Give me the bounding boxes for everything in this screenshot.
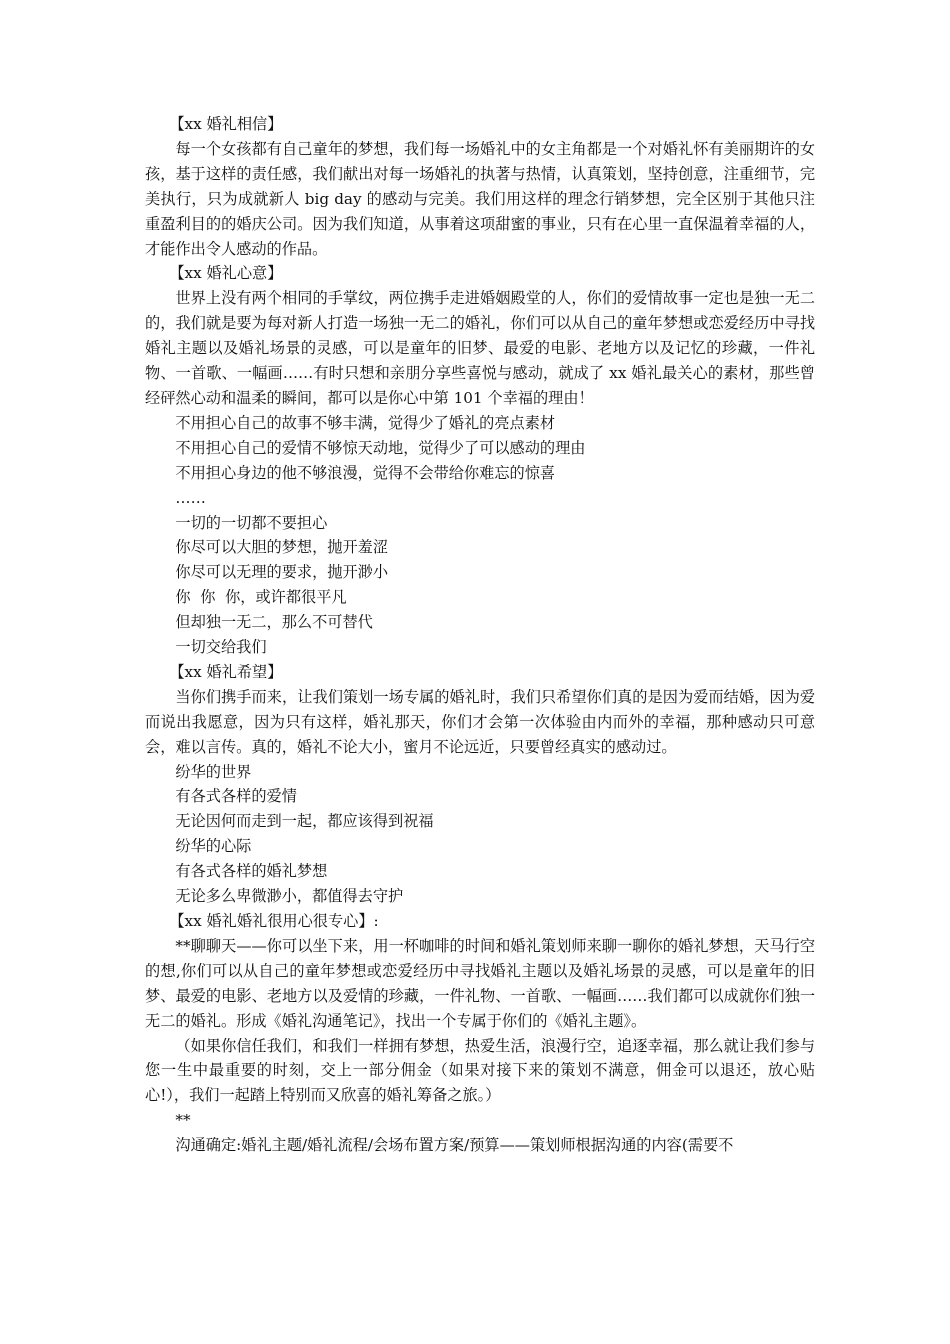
text-line: 不用担心身边的他不够浪漫，觉得不会带给你难忘的惊喜: [175, 463, 556, 482]
section-heading-dedication: 【xx 婚礼婚礼很用心很专心】:: [169, 912, 379, 930]
text-line: 不用担心自己的爱情不够惊天动地，觉得少了可以感动的理由: [175, 438, 586, 457]
text-line: 无论多么卑微渺小，都值得去守护: [175, 887, 404, 906]
text-line: 纷华的心际: [175, 837, 252, 856]
text-line: 沟通确定:婚礼主题/婚礼流程/会场布置方案/预算——策划师根据沟通的内容(需要不: [175, 1136, 734, 1155]
document-page: [145, 112, 815, 1158]
text-line: 有各式各样的婚礼梦想: [175, 862, 328, 881]
text-line: 有各式各样的爱情: [175, 787, 297, 806]
text-line: 一切交给我们: [175, 638, 267, 657]
text-line: 但却独一无二，那么不可替代: [175, 613, 373, 632]
paragraph-heart: 世界上没有两个相同的手掌纹，两位携手走进婚姻殿堂的人，你们的爱情故事一定也是独一无二的，我们就是要为每对新人打造一场独一无二的婚礼，你们可以从自己的童年梦想或恋爱经历中寻找婚礼主题以及婚礼场景的灵感，可以是童年的旧梦、最爱的电影、老地方以及记忆的珍藏，一件礼物、一首歌、一幅画……有时只想和亲朋分享些喜悦与感动，就成了 xx 婚礼最关心的素材，那些曾经砰然心动和温柔的瞬间，都可以是你心中第 101 个幸福的理由！: [145, 289, 815, 407]
text-line: **: [175, 1111, 191, 1130]
text-line: 不用担心自己的故事不够丰满，觉得少了婚礼的亮点素材: [175, 413, 556, 432]
text-line: 你尽可以大胆的梦想，抛开羞涩: [175, 538, 389, 557]
paragraph-hope: 当你们携手而来，让我们策划一场专属的婚礼时，我们只希望你们真的是因为爱而结婚，因为爱而说出我愿意，因为只有这样，婚礼那天，你们才会第一次体验由内而外的幸福，那种感动只可意会，难以言传。真的，婚礼不论大小，蜜月不论远近，只要曾经真实的感动过。: [145, 687, 815, 756]
section-heading-believe: 【xx 婚礼相信】: [169, 115, 283, 133]
paragraph-believe: 每一个女孩都有自己童年的梦想，我们每一场婚礼中的女主角都是一个对婚礼怀有美丽期许的女孩，基于这样的责任感，我们献出对每一场婚礼的执著与热情，认真策划，坚持创意，注重细节，完美执行，只为成就新人 big day 的感动与完美。我们用这样的理念行销梦想，完全区别于其他只注重盈利目的的婚庆公司。因为我们知道，从事着这项甜蜜的事业，只有在心里一直保温着幸福的人，才能作出令人感动的作品。: [145, 139, 815, 258]
text-line: 你 你 你，或许都很平凡: [175, 588, 347, 607]
text-line: 纷华的世界: [175, 762, 252, 781]
section-heading-hope: 【xx 婚礼希望】: [169, 662, 283, 681]
text-line: ……: [175, 488, 206, 507]
paragraph-chat: **聊聊天——你可以坐下来，用一杯咖啡的时间和婚礼策划师来聊一聊你的婚礼梦想，天马行空的想,你们可以从自己的童年梦想或恋爱经历中寻找婚礼主题以及婚礼场景的灵感，可以是童年的旧梦、最爱的电影、老地方以及爱情的珍藏，一件礼物、一首歌、一幅画……我们都可以成就你们独一无二的婚礼。形成《婚礼沟通笔记》，找出一个专属于你们的《婚礼主题》。: [145, 936, 815, 1030]
text-line: 无论因何而走到一起，都应该得到祝福: [175, 812, 434, 831]
paragraph-trust: （如果你信任我们，和我们一样拥有梦想，热爱生活，浪漫行空，追逐幸福，那么就让我们参与您一生中最重要的时刻，交上一部分佣金（如果对接下来的策划不满意，佣金可以退还，放心贴心!），我们一起踏上特别而又欣喜的婚礼筹备之旅。）: [145, 1036, 815, 1105]
text-line: 一切的一切都不要担心: [175, 513, 328, 532]
text-line: 你尽可以无理的要求，抛开渺小: [175, 563, 389, 582]
section-heading-heart: 【xx 婚礼心意】: [169, 264, 283, 283]
